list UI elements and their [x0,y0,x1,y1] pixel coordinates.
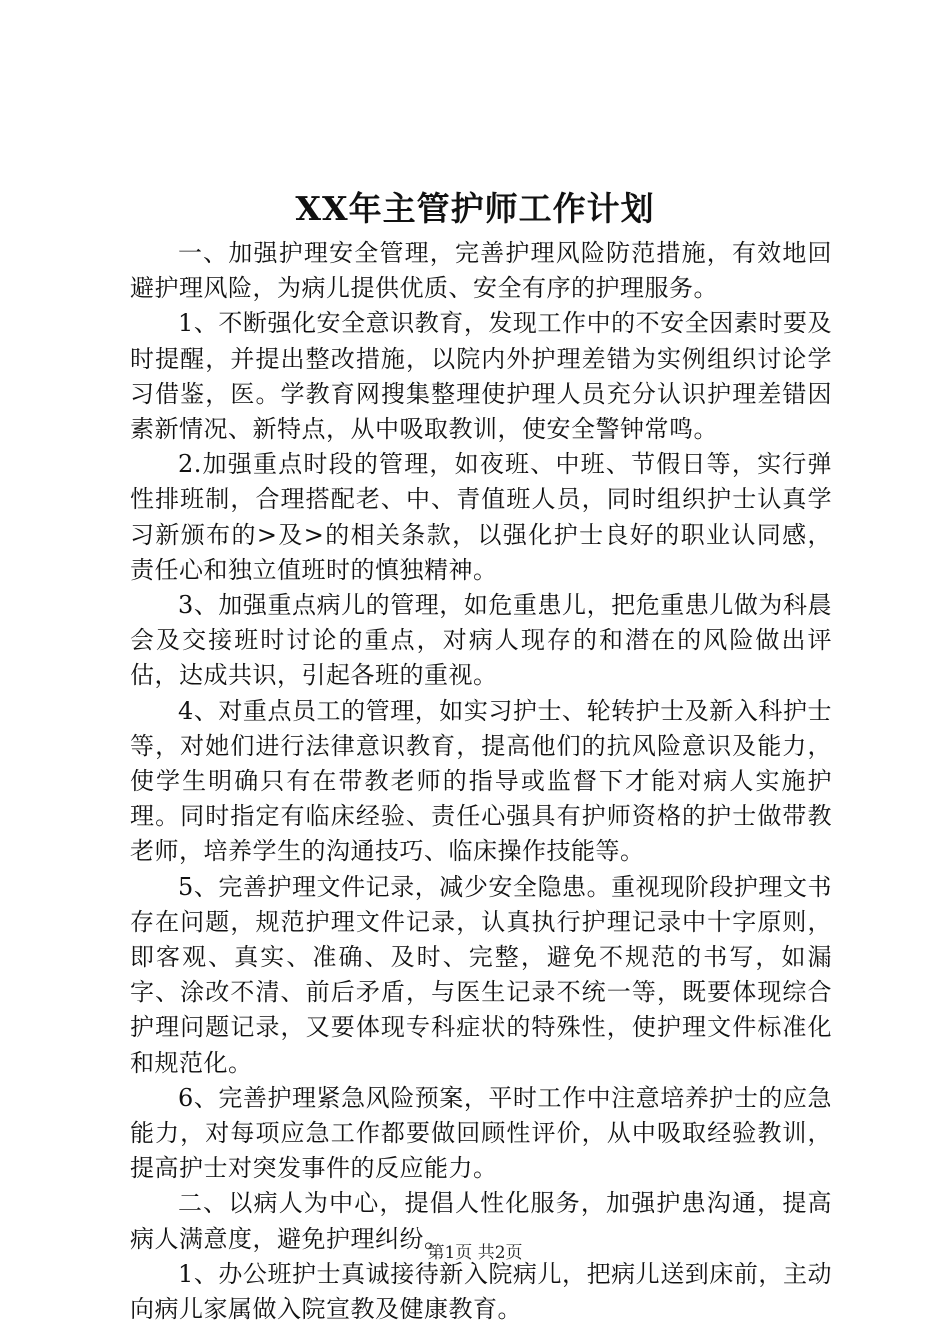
paragraph-section-2-heading: 二、以病人为中心，提倡人性化服务，加强护患沟通，提高病人满意度，避免护理纠纷。 [130,1189,832,1253]
paragraph-item-5: 5、完善护理文件记录，减少安全隐患。重视现阶段护理文书存在问题，规范护理文件记录，认真执行护理记录中十字原则，即客观、真实、准确、及时、完整，避免不规范的书写，如漏字、涂改不清、前后矛盾，与医生记录不统一等，既要体现综合护理问题记录，又要体现专科症状的特殊性，使护理文件标准化和规范化。 [130,872,832,1077]
paragraph-item-4: 4、对重点员工的管理，如实习护士、轮转护士及新入科护士等，对她们进行法律意识教育，提高他们的抗风险意识及能力，使学生明确只有在带教老师的指导或监督下才能对病人实施护理。同时指定有临床经验、责任心强具有护师资格的护士做带教老师，培养学生的沟通技巧、临床操作技能等。 [130,696,832,866]
document-title: XX年主管护师工作计划 [295,189,655,228]
document-body [130,236,832,1327]
page-number-footer: 第1页 共2页 [427,1243,523,1263]
paragraph-item-3: 3、加强重点病儿的管理，如危重患儿，把危重患儿做为科晨会及交接班时讨论的重点，对病人现存的和潜在的风险做出评估，达成共识，引起各班的重视。 [130,591,832,690]
paragraph-item-1: 1、不断强化安全意识教育，发现工作中的不安全因素时要及时提醒，并提出整改措施，以院内外护理差错为实例组织讨论学习借鉴，医。学教育网搜集整理使护理人员充分认识护理差错因素新情况、新特点，从中吸取教训，使安全警钟常鸣。 [130,309,832,444]
paragraph-item-6: 6、完善护理紧急风险预案，平时工作中注意培养护士的应急能力，对每项应急工作都要做回顾性评价，从中吸取经验教训，提高护士对突发事件的反应能力。 [130,1083,832,1183]
paragraph-item-2: 2.加强重点时段的管理，如夜班、中班、节假日等，实行弹性排班制，合理搭配老、中、青值班人员，同时组织护士认真学习新颁布的>及>的相关条款，以强化护士良好的职业认同感，责任心和独立值班时的慎独精神。 [130,450,832,584]
paragraph-item-1-section-2: 1、办公班护士真诚接待新入院病儿，把病儿送到床前，主动向病儿家属做入院宣教及健康教育。 [130,1259,832,1324]
paragraph-section-1-heading: 一、加强护理安全管理，完善护理风险防范措施，有效地回避护理风险，为病儿提供优质、安全有序的护理服务。 [130,239,832,303]
